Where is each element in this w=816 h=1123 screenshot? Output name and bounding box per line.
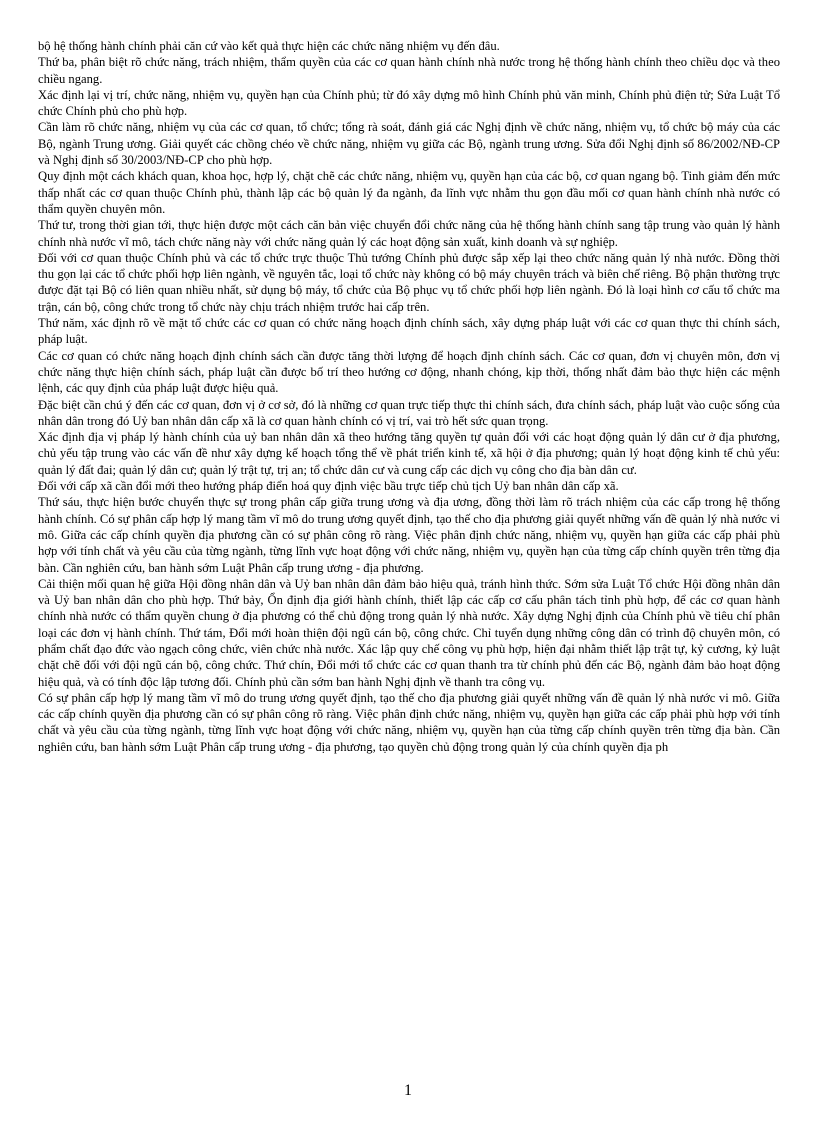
paragraph: Cần làm rõ chức năng, nhiệm vụ của các cơ quan, tổ chức; tổng rà soát, đánh giá các Nghị định về chức năng, nhiệm vụ, tổ chức bộ máy của các Bộ, ngành Trung ương. Giải quyết các chồng chéo về chức năng, nhiệm vụ giữa các Bộ, ngành trung ương. Sửa đổi Nghị định số 86/2002/NĐ-CP và Nghị định số 30/2003/NĐ-CP cho phù hợp. <box>38 120 780 168</box>
paragraph: Đối với cấp xã cần đổi mới theo hướng pháp điển hoá quy định việc bầu trực tiếp chủ tịch Uỷ ban nhân dân cấp xã. <box>38 479 619 494</box>
paragraph: Thứ sáu, thực hiện bước chuyển thực sự trong phân cấp giữa trung ương và địa ương, đồng thời làm rõ trách nhiệm của các cấp trong hệ thống hành chính. Có sự phân cấp hợp lý mang tầm vĩ mô do trung ương quyết định, tạo thế cho địa phương giải quyết những vấn đề quản lý nhà nước vi mô. Giữa các cấp chính quyền địa phương cần có sự phân công rõ ràng. Việc phân định chức năng, nhiệm vụ, quyền hạn giữa các cấp phải phù hợp với tính chất và yêu cầu của từng ngành, từng lĩnh vực hoạt động với chức năng, nhiệm vụ, quyền hạn của từng cấp chính quyền trên từng địa bàn. Cần nghiên cứu, ban hành sớm Luật Phân cấp trung ương - địa phương. <box>38 495 780 575</box>
document-body <box>38 38 780 755</box>
paragraph: bộ hệ thống hành chính phải căn cứ vào kết quả thực hiện các chức năng nhiệm vụ đến đâu. <box>38 39 500 53</box>
paragraph: Xác định lại vị trí, chức năng, nhiệm vụ, quyền hạn của Chính phủ; từ đó xây dựng mô hình Chính phủ văn minh, Chính phủ điện tử; Sửa Luật Tổ chức Chính phủ cho phù hợp. <box>38 87 780 119</box>
paragraph: Cải thiện mối quan hệ giữa Hội đồng nhân dân và Uỷ ban nhân dân đảm bảo hiệu quả, tránh hình thức. Sớm sửa Luật Tổ chức Hội đồng nhân dân và Uỷ ban nhân dân cho phù hợp. Thứ bảy, Ổn định địa giới hành chính, thiết lập các cấp cơ cấu phân tách tỉnh phù hợp, để các cơ quan hành chính nhà nước có thẩm quyền chung ở địa phương có thể chủ động trong quản lý nhà nước. Xây dựng Nghị định của Chính phủ về tiêu chí phân loại các đơn vị hành chính. Thứ tám, Đổi mới hoàn thiện đội ngũ cán bộ, công chức. Chỉ tuyển dụng những công dân có trình độ chuyên môn, có phẩm chất đạo đức vào ngạch công chức, viên chức nhà nước. Xác lập quy chế công vụ phù hợp, hiện đại nhằm thiết lập trật tự, kỷ cương, kỷ luật chặt chẽ đối với đội ngũ cán bộ, công chức. Thứ chín, Đổi mới tổ chức các cơ quan thanh tra từ chính phủ đến các Bộ, ngành đảm bảo hoạt động hiệu quả, và có tính độc lập tương đối. Chính phủ cần sớm ban hành Nghị định về thanh tra công vụ. <box>38 576 780 689</box>
paragraph: Các cơ quan có chức năng hoạch định chính sách cần được tăng thời lượng để hoạch định chính sách. Các cơ quan, đơn vị chuyên môn, đơn vị chức năng thực hiện chính sách, pháp luật cần được bố trí theo hướng cơ động, nhanh chóng, kịp thời, thống nhất đảm bảo thực hiện các mệnh lệnh, các quy định của pháp luật được hiệu quả. <box>38 348 780 396</box>
paragraph: Thứ ba, phân biệt rõ chức năng, trách nhiệm, thẩm quyền của các cơ quan hành chính nhà nước trong hệ thống hành chính theo chiều dọc và theo chiều ngang. <box>38 55 780 86</box>
paragraph: Thứ năm, xác định rõ về mặt tổ chức các cơ quan có chức năng hoạch định chính sách, xây dựng pháp luật với các cơ quan thực thi chính sách, pháp luật. <box>38 316 780 347</box>
paragraph: Đặc biệt cần chú ý đến các cơ quan, đơn vị ở cơ sở, đó là những cơ quan trực tiếp thực thi chính sách, đưa chính sách, pháp luật vào cuộc sống của nhân dân trong đó Uỷ ban nhân dân cấp xã là cơ quan hành chính có vị trí, vai trò hết sức quan trọng. <box>38 397 780 428</box>
paragraph: Xác định địa vị pháp lý hành chính của uỷ ban nhân dân xã theo hướng tăng quyền tự quản đối với các hoạt động quản lý dân cư ở địa phương, chủ yếu tập trung vào các vấn đề như xây dựng kế hoạch tổng thể về phát triển kinh tế, xã hội ở địa phương; quản lý hoạt động kinh tế chủ yếu: quản lý đất đai; quản lý dân cư; quản lý trật tự, trị an; tổ chức dân cư và cung cấp các dịch vụ công cho địa bàn dân cư. <box>38 430 780 477</box>
paragraph: Đối với cơ quan thuộc Chính phủ và các tổ chức trực thuộc Thủ tướng Chính phủ được sắp xếp lại theo chức năng quản lý nhà nước. Đồng thời thu gọn lại các tổ chức phối hợp liên ngành, về nguyên tắc, loại tổ chức này không có bộ máy chuyên trách và biên chế riêng. Bộ phận thường trực được đặt tại Bộ có liên quan nhiều nhất, sử dụng bộ máy, tổ chức của Bộ phục vụ tổ chức phối hợp liên ngành. Đó là loại hình cơ cấu tổ chức ma trận, cán bộ, công chức trong tổ chức này chịu trách nhiệm trước hai cấp trên. <box>38 250 780 314</box>
page-number: 1 <box>404 1082 412 1099</box>
paragraph: Quy định một cách khách quan, khoa học, hợp lý, chặt chẽ các chức năng, nhiệm vụ, quyền hạn của các bộ, cơ quan ngang bộ. Tinh giảm đến mức thấp nhất các cơ quan thuộc Chính phủ, thành lập các bộ quản lý đa ngành, đa lĩnh vực nhằm thu gọn đầu mối cơ quan hành chính nhà nước có thẩm quyền chuyên môn. <box>38 169 780 216</box>
paragraph: Có sự phân cấp hợp lý mang tầm vĩ mô do trung ương quyết định, tạo thế cho địa phương giải quyết những vấn đề quản lý nhà nước vi mô. Giữa các cấp chính quyền địa phương cần có sự phân công rõ ràng. Việc phân định chức năng, nhiệm vụ, quyền hạn giữa các cấp phải phù hợp với tính chất và yêu cầu của từng ngành, từng lĩnh vực hoạt động với chức năng, nhiệm vụ, quyền hạn của từng cấp chính quyền trên từng địa bàn. Cần nghiên cứu, ban hành sớm Luật Phân cấp trung ương - địa phương, tạo quyền chủ động trong quản lý của chính quyền địa ph <box>38 690 780 754</box>
paragraph: Thứ tư, trong thời gian tới, thực hiện được một cách căn bản việc chuyển đổi chức năng của hệ thống hành chính sang tập trung vào quản lý hành chính nhà nước vĩ mô, tách chức năng này với chức năng quản lý các hoạt động sản xuất, kinh doanh và sự nghiệp. <box>38 218 780 249</box>
